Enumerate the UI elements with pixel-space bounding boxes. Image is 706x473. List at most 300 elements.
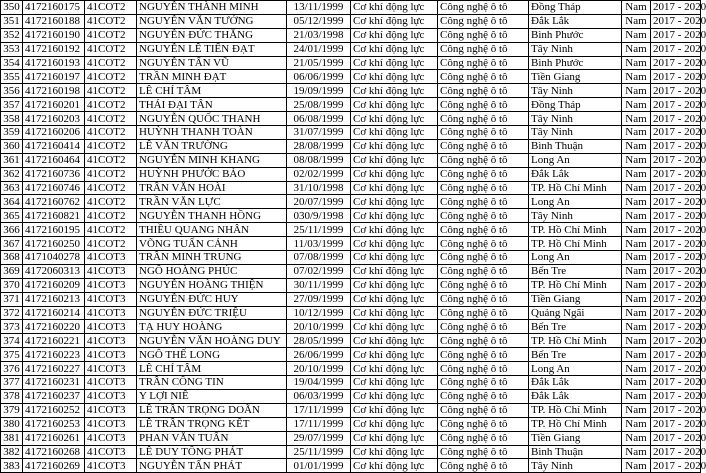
date-of-birth-cell: 26/06/1999 (287, 348, 351, 362)
gender-cell: Nam (622, 14, 651, 28)
row-number-cell: 370 (1, 278, 23, 292)
date-of-birth-cell: 07/08/1999 (287, 251, 351, 265)
major-cell: Cơ khí động lực (351, 153, 438, 167)
province-cell: TP. Hồ Chí Minh (529, 278, 622, 292)
class-code-cell: 41COT2 (85, 98, 137, 112)
major-cell: Cơ khí động lực (351, 70, 438, 84)
table-row (1, 459, 701, 473)
specialization-cell: Công nghệ ô tô (438, 445, 529, 459)
school-year-cell: 2017 - 2020 (651, 70, 701, 84)
gender-cell: Nam (622, 389, 651, 403)
student-name-cell: THIỀU QUANG NHÂN (137, 223, 287, 237)
student-id-cell: 4172160213 (23, 292, 85, 306)
student-name-cell: TRẦN MINH TRUNG (137, 251, 287, 265)
date-of-birth-cell: 19/04/1999 (287, 376, 351, 390)
major-cell: Cơ khí động lực (351, 264, 438, 278)
row-number-cell: 354 (1, 56, 23, 70)
province-cell: Đắk Lắk (529, 376, 622, 390)
school-year-cell: 2017 - 2020 (651, 167, 701, 181)
student-id-cell: 4172160762 (23, 195, 85, 209)
student-name-cell: LÊ CHÍ TÂM (137, 362, 287, 376)
gender-cell: Nam (622, 376, 651, 390)
class-code-cell: 41COT2 (85, 195, 137, 209)
major-cell: Cơ khí động lực (351, 431, 438, 445)
class-code-cell: 41COT3 (85, 445, 137, 459)
student-id-cell: 4172160261 (23, 431, 85, 445)
specialization-cell: Công nghệ ô tô (438, 376, 529, 390)
specialization-cell: Công nghệ ô tô (438, 195, 529, 209)
student-name-cell: NGUYỄN TẤN PHÁT (137, 459, 287, 473)
province-cell: Long An (529, 251, 622, 265)
student-id-cell: 4171040278 (23, 251, 85, 265)
row-number-cell: 377 (1, 376, 23, 390)
student-id-cell: 4172160250 (23, 237, 85, 251)
date-of-birth-cell: 19/09/1999 (287, 84, 351, 98)
student-id-cell: 4172160195 (23, 223, 85, 237)
class-code-cell: 41COT3 (85, 251, 137, 265)
student-name-cell: LÊ VĂN TRƯỜNG (137, 139, 287, 153)
student-id-cell: 4172160252 (23, 403, 85, 417)
table-row (1, 56, 701, 70)
school-year-cell: 2017 - 2020 (651, 403, 701, 417)
table-row (1, 223, 701, 237)
gender-cell: Nam (622, 417, 651, 431)
major-cell: Cơ khí động lực (351, 126, 438, 140)
province-cell: TP. Hồ Chí Minh (529, 417, 622, 431)
row-number-cell: 362 (1, 167, 23, 181)
table-row (1, 278, 701, 292)
class-code-cell: 41COT3 (85, 348, 137, 362)
student-name-cell: TRẦN CÔNG TIN (137, 376, 287, 390)
table-row (1, 181, 701, 195)
class-code-cell: 41COT2 (85, 223, 137, 237)
province-cell: Tiền Giang (529, 70, 622, 84)
student-id-cell: 4172160253 (23, 417, 85, 431)
major-cell: Cơ khí động lực (351, 389, 438, 403)
class-code-cell: 41COT2 (85, 28, 137, 42)
major-cell: Cơ khí động lực (351, 459, 438, 473)
school-year-cell: 2017 - 2020 (651, 348, 701, 362)
class-code-cell: 41COT2 (85, 14, 137, 28)
province-cell: Đắk Lắk (529, 167, 622, 181)
student-name-cell: NGUYỄN THÀNH MINH (137, 1, 287, 15)
specialization-cell: Công nghệ ô tô (438, 139, 529, 153)
specialization-cell: Công nghệ ô tô (438, 223, 529, 237)
row-number-cell: 358 (1, 112, 23, 126)
province-cell: TP. Hồ Chí Minh (529, 403, 622, 417)
date-of-birth-cell: 20/10/1999 (287, 320, 351, 334)
student-id-cell: 4172160220 (23, 320, 85, 334)
table-row (1, 376, 701, 390)
table-row (1, 237, 701, 251)
gender-cell: Nam (622, 70, 651, 84)
specialization-cell: Công nghệ ô tô (438, 153, 529, 167)
date-of-birth-cell: 07/02/1999 (287, 264, 351, 278)
date-of-birth-cell: 030/9/1998 (287, 209, 351, 223)
row-number-cell: 352 (1, 28, 23, 42)
gender-cell: Nam (622, 362, 651, 376)
gender-cell: Nam (622, 251, 651, 265)
date-of-birth-cell: 28/08/1999 (287, 139, 351, 153)
row-number-cell: 353 (1, 42, 23, 56)
student-name-cell: NGUYỄN LÊ TIẾN ĐẠT (137, 42, 287, 56)
gender-cell: Nam (622, 139, 651, 153)
province-cell: Long An (529, 362, 622, 376)
specialization-cell: Công nghệ ô tô (438, 362, 529, 376)
specialization-cell: Công nghệ ô tô (438, 181, 529, 195)
student-id-cell: 4172160821 (23, 209, 85, 223)
table-row (1, 403, 701, 417)
student-name-cell: HUỲNH PHƯỚC BẢO (137, 167, 287, 181)
school-year-cell: 2017 - 2020 (651, 237, 701, 251)
major-cell: Cơ khí động lực (351, 195, 438, 209)
major-cell: Cơ khí động lực (351, 320, 438, 334)
school-year-cell: 2017 - 2020 (651, 292, 701, 306)
row-number-cell: 369 (1, 264, 23, 278)
student-id-cell: 4172160268 (23, 445, 85, 459)
major-cell: Cơ khí động lực (351, 28, 438, 42)
student-name-cell: NGUYỄN VĂN TƯỞNG (137, 14, 287, 28)
major-cell: Cơ khí động lực (351, 362, 438, 376)
specialization-cell: Công nghệ ô tô (438, 28, 529, 42)
date-of-birth-cell: 29/07/1999 (287, 431, 351, 445)
gender-cell: Nam (622, 209, 651, 223)
table-row (1, 389, 701, 403)
school-year-cell: 2017 - 2020 (651, 389, 701, 403)
province-cell: Tây Ninh (529, 84, 622, 98)
school-year-cell: 2017 - 2020 (651, 112, 701, 126)
specialization-cell: Công nghệ ô tô (438, 84, 529, 98)
province-cell: Quảng Ngãi (529, 306, 622, 320)
major-cell: Cơ khí động lực (351, 403, 438, 417)
row-number-cell: 383 (1, 459, 23, 473)
row-number-cell: 351 (1, 14, 23, 28)
date-of-birth-cell: 25/11/1999 (287, 223, 351, 237)
major-cell: Cơ khí động lực (351, 306, 438, 320)
table-row (1, 334, 701, 348)
student-name-cell: TRẦN VĂN HOÀI (137, 181, 287, 195)
gender-cell: Nam (622, 320, 651, 334)
major-cell: Cơ khí động lực (351, 376, 438, 390)
row-number-cell: 376 (1, 362, 23, 376)
school-year-cell: 2017 - 2020 (651, 126, 701, 140)
student-id-cell: 4172160223 (23, 348, 85, 362)
major-cell: Cơ khí động lực (351, 209, 438, 223)
gender-cell: Nam (622, 167, 651, 181)
specialization-cell: Công nghệ ô tô (438, 403, 529, 417)
table-row (1, 445, 701, 459)
row-number-cell: 350 (1, 1, 23, 15)
table-row (1, 42, 701, 56)
student-id-cell: 4172160203 (23, 112, 85, 126)
student-name-cell: VÕNG TUẤN CẢNH (137, 237, 287, 251)
gender-cell: Nam (622, 153, 651, 167)
class-code-cell: 41COT3 (85, 306, 137, 320)
gender-cell: Nam (622, 292, 651, 306)
table-row (1, 209, 701, 223)
row-number-cell: 375 (1, 348, 23, 362)
class-code-cell: 41COT2 (85, 1, 137, 15)
date-of-birth-cell: 31/07/1999 (287, 126, 351, 140)
table-row (1, 112, 701, 126)
student-id-cell: 4172160193 (23, 56, 85, 70)
date-of-birth-cell: 01/01/1999 (287, 459, 351, 473)
row-number-cell: 364 (1, 195, 23, 209)
row-number-cell: 361 (1, 153, 23, 167)
school-year-cell: 2017 - 2020 (651, 181, 701, 195)
specialization-cell: Công nghệ ô tô (438, 320, 529, 334)
major-cell: Cơ khí động lực (351, 42, 438, 56)
student-name-cell: NGUYỄN TẤN VŨ (137, 56, 287, 70)
date-of-birth-cell: 20/10/1999 (287, 362, 351, 376)
gender-cell: Nam (622, 306, 651, 320)
specialization-cell: Công nghệ ô tô (438, 56, 529, 70)
gender-cell: Nam (622, 112, 651, 126)
table-row (1, 126, 701, 140)
specialization-cell: Công nghệ ô tô (438, 167, 529, 181)
row-number-cell: 378 (1, 389, 23, 403)
class-code-cell: 41COT3 (85, 320, 137, 334)
major-cell: Cơ khí động lực (351, 237, 438, 251)
province-cell: Long An (529, 195, 622, 209)
student-name-cell: PHAN VĂN TUẤN (137, 431, 287, 445)
table-row (1, 264, 701, 278)
gender-cell: Nam (622, 459, 651, 473)
specialization-cell: Công nghệ ô tô (438, 292, 529, 306)
date-of-birth-cell: 21/05/1999 (287, 56, 351, 70)
school-year-cell: 2017 - 2020 (651, 56, 701, 70)
student-id-cell: 4172160736 (23, 167, 85, 181)
gender-cell: Nam (622, 403, 651, 417)
province-cell: Bình Phước (529, 56, 622, 70)
date-of-birth-cell: 06/08/1999 (287, 112, 351, 126)
school-year-cell: 2017 - 2020 (651, 42, 701, 56)
date-of-birth-cell: 21/03/1998 (287, 28, 351, 42)
date-of-birth-cell: 13/11/1999 (287, 1, 351, 15)
student-name-cell: NGUYỄN ĐỨC TRIỆU (137, 306, 287, 320)
date-of-birth-cell: 06/06/1999 (287, 70, 351, 84)
specialization-cell: Công nghệ ô tô (438, 431, 529, 445)
student-id-cell: 4172160231 (23, 376, 85, 390)
gender-cell: Nam (622, 28, 651, 42)
specialization-cell: Công nghệ ô tô (438, 251, 529, 265)
major-cell: Cơ khí động lực (351, 334, 438, 348)
row-number-cell: 381 (1, 431, 23, 445)
province-cell: Long An (529, 153, 622, 167)
student-id-cell: 4172160464 (23, 153, 85, 167)
row-number-cell: 360 (1, 139, 23, 153)
class-code-cell: 41COT2 (85, 70, 137, 84)
date-of-birth-cell: 20/07/1999 (287, 195, 351, 209)
student-name-cell: NGÔ THẾ LONG (137, 348, 287, 362)
school-year-cell: 2017 - 2020 (651, 139, 701, 153)
school-year-cell: 2017 - 2020 (651, 264, 701, 278)
school-year-cell: 2017 - 2020 (651, 445, 701, 459)
student-name-cell: LÊ TRẦN TRỌNG DOÃN (137, 403, 287, 417)
date-of-birth-cell: 25/11/1999 (287, 445, 351, 459)
student-id-cell: 4172160175 (23, 1, 85, 15)
province-cell: Tây Ninh (529, 112, 622, 126)
province-cell: Bến Tre (529, 348, 622, 362)
date-of-birth-cell: 06/03/1999 (287, 389, 351, 403)
school-year-cell: 2017 - 2020 (651, 28, 701, 42)
row-number-cell: 365 (1, 209, 23, 223)
specialization-cell: Công nghệ ô tô (438, 126, 529, 140)
date-of-birth-cell: 08/08/1999 (287, 153, 351, 167)
province-cell: Đắk Lắk (529, 389, 622, 403)
specialization-cell: Công nghệ ô tô (438, 417, 529, 431)
province-cell: TP. Hồ Chí Minh (529, 237, 622, 251)
class-code-cell: 41COT2 (85, 126, 137, 140)
class-code-cell: 41COT2 (85, 167, 137, 181)
school-year-cell: 2017 - 2020 (651, 320, 701, 334)
date-of-birth-cell: 31/10/1998 (287, 181, 351, 195)
class-code-cell: 41COT3 (85, 334, 137, 348)
gender-cell: Nam (622, 84, 651, 98)
school-year-cell: 2017 - 2020 (651, 1, 701, 15)
class-code-cell: 41COT2 (85, 181, 137, 195)
school-year-cell: 2017 - 2020 (651, 306, 701, 320)
date-of-birth-cell: 10/12/1999 (287, 306, 351, 320)
major-cell: Cơ khí động lực (351, 348, 438, 362)
gender-cell: Nam (622, 181, 651, 195)
row-number-cell: 368 (1, 251, 23, 265)
table-row (1, 14, 701, 28)
gender-cell: Nam (622, 223, 651, 237)
school-year-cell: 2017 - 2020 (651, 362, 701, 376)
student-name-cell: NGUYỄN HOÀNG THIỆN (137, 278, 287, 292)
province-cell: Đồng Tháp (529, 1, 622, 15)
province-cell: TP. Hồ Chí Minh (529, 334, 622, 348)
major-cell: Cơ khí động lực (351, 167, 438, 181)
student-name-cell: LÊ CHÍ TÂM (137, 84, 287, 98)
student-id-cell: 4172160190 (23, 28, 85, 42)
class-code-cell: 41COT3 (85, 431, 137, 445)
major-cell: Cơ khí động lực (351, 417, 438, 431)
specialization-cell: Công nghệ ô tô (438, 264, 529, 278)
date-of-birth-cell: 11/03/1999 (287, 237, 351, 251)
row-number-cell: 363 (1, 181, 23, 195)
student-id-cell: 4172160269 (23, 459, 85, 473)
specialization-cell: Công nghệ ô tô (438, 278, 529, 292)
student-id-cell: 4172160206 (23, 126, 85, 140)
student-id-cell: 4172160198 (23, 84, 85, 98)
class-code-cell: 41COT3 (85, 264, 137, 278)
row-number-cell: 366 (1, 223, 23, 237)
student-id-cell: 4172160214 (23, 306, 85, 320)
class-code-cell: 41COT3 (85, 389, 137, 403)
date-of-birth-cell: 24/01/1999 (287, 42, 351, 56)
row-number-cell: 380 (1, 417, 23, 431)
table-row (1, 431, 701, 445)
table-row (1, 84, 701, 98)
gender-cell: Nam (622, 42, 651, 56)
class-code-cell: 41COT3 (85, 376, 137, 390)
school-year-cell: 2017 - 2020 (651, 278, 701, 292)
major-cell: Cơ khí động lực (351, 139, 438, 153)
student-name-cell: NGUYỄN MINH KHANG (137, 153, 287, 167)
student-id-cell: 4172160414 (23, 139, 85, 153)
student-id-cell: 4172160227 (23, 362, 85, 376)
table-row (1, 139, 701, 153)
province-cell: Đắk Lắk (529, 14, 622, 28)
gender-cell: Nam (622, 334, 651, 348)
specialization-cell: Công nghệ ô tô (438, 98, 529, 112)
student-id-cell: 4172160209 (23, 278, 85, 292)
row-number-cell: 374 (1, 334, 23, 348)
date-of-birth-cell: 05/12/1999 (287, 14, 351, 28)
row-number-cell: 355 (1, 70, 23, 84)
class-code-cell: 41COT2 (85, 56, 137, 70)
province-cell: Bến Tre (529, 320, 622, 334)
table-row (1, 292, 701, 306)
table-row (1, 348, 701, 362)
class-code-cell: 41COT3 (85, 362, 137, 376)
province-cell: Bến Tre (529, 264, 622, 278)
major-cell: Cơ khí động lực (351, 1, 438, 15)
gender-cell: Nam (622, 348, 651, 362)
date-of-birth-cell: 02/02/1999 (287, 167, 351, 181)
student-name-cell: NGUYỄN ĐỨC HUY (137, 292, 287, 306)
class-code-cell: 41COT3 (85, 278, 137, 292)
school-year-cell: 2017 - 2020 (651, 195, 701, 209)
row-number-cell: 356 (1, 84, 23, 98)
row-number-cell: 359 (1, 126, 23, 140)
date-of-birth-cell: 25/08/1999 (287, 98, 351, 112)
gender-cell: Nam (622, 431, 651, 445)
student-id-cell: 4172160197 (23, 70, 85, 84)
school-year-cell: 2017 - 2020 (651, 376, 701, 390)
province-cell: TP. Hồ Chí Minh (529, 181, 622, 195)
student-id-cell: 4172060313 (23, 264, 85, 278)
class-code-cell: 41COT3 (85, 459, 137, 473)
row-number-cell: 379 (1, 403, 23, 417)
student-id-cell: 4172160221 (23, 334, 85, 348)
table-row (1, 70, 701, 84)
major-cell: Cơ khí động lực (351, 84, 438, 98)
gender-cell: Nam (622, 264, 651, 278)
specialization-cell: Công nghệ ô tô (438, 389, 529, 403)
student-name-cell: LÊ DUY TÔNG PHÁT (137, 445, 287, 459)
province-cell: Bình Thuận (529, 445, 622, 459)
school-year-cell: 2017 - 2020 (651, 223, 701, 237)
student-name-cell: NGUYỄN VĂN HOÀNG DUY (137, 334, 287, 348)
row-number-cell: 367 (1, 237, 23, 251)
class-code-cell: 41COT2 (85, 237, 137, 251)
table-row (1, 1, 701, 15)
table-row (1, 320, 701, 334)
major-cell: Cơ khí động lực (351, 14, 438, 28)
student-id-cell: 4172160201 (23, 98, 85, 112)
gender-cell: Nam (622, 195, 651, 209)
table-row (1, 306, 701, 320)
gender-cell: Nam (622, 237, 651, 251)
row-number-cell: 373 (1, 320, 23, 334)
table-row (1, 153, 701, 167)
school-year-cell: 2017 - 2020 (651, 417, 701, 431)
gender-cell: Nam (622, 278, 651, 292)
specialization-cell: Công nghệ ô tô (438, 70, 529, 84)
class-code-cell: 41COT2 (85, 209, 137, 223)
province-cell: TP. Hồ Chí Minh (529, 223, 622, 237)
province-cell: Tây Ninh (529, 209, 622, 223)
gender-cell: Nam (622, 445, 651, 459)
class-code-cell: 41COT2 (85, 84, 137, 98)
major-cell: Cơ khí động lực (351, 278, 438, 292)
province-cell: Tây Ninh (529, 459, 622, 473)
specialization-cell: Công nghệ ô tô (438, 209, 529, 223)
major-cell: Cơ khí động lực (351, 112, 438, 126)
